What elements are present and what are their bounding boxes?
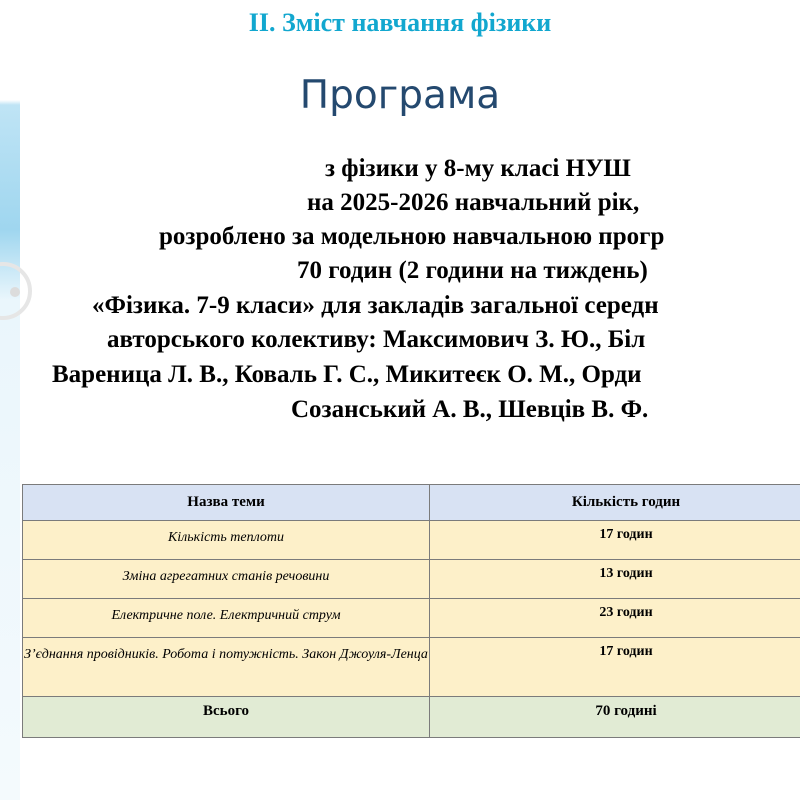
table-total-row [23, 697, 800, 738]
total-label: Всього [23, 697, 430, 738]
section-title: ІІ. Зміст навчання фізики [248, 8, 552, 37]
total-hours: 70 годині [430, 697, 800, 738]
table-row [23, 521, 800, 560]
hours-cell: 23 годин [430, 599, 800, 638]
program-title: Програма [299, 73, 501, 118]
table-row [23, 560, 800, 599]
description-line: з фізики у 8-му класі НУШ [325, 155, 631, 182]
table-row [23, 599, 800, 638]
table-row [23, 638, 800, 697]
topic-cell: З’єднання провідників. Робота і потужність. Закон Джоуля-Ленца [23, 638, 430, 697]
description-line: на 2025-2026 навчальний рік, [307, 189, 640, 216]
description-line: авторського колективу: Максимович З. Ю., Біл [107, 326, 646, 353]
description-line: «Фізика. 7-9 класи» для закладів загальної середн [92, 292, 659, 319]
column-header-topic: Назва теми [23, 485, 430, 521]
hours-cell: 17 годин [430, 521, 800, 560]
hours-cell: 17 годин [430, 638, 800, 697]
column-header-hours: Кількість годин [430, 485, 800, 521]
description-line: Вареница Л. В., Коваль Г. С., Микитеєк О. М., Орди [52, 361, 642, 388]
topic-cell: Кількість теплоти [23, 521, 430, 560]
description-line: Созанський А. В., Шевців В. Ф. [291, 396, 649, 423]
description-line: розроблено за модельною навчальною прогр [159, 223, 665, 250]
topics-table [22, 484, 800, 738]
hours-cell: 13 годин [430, 560, 800, 599]
description-line: 70 годин (2 години на тиждень) [297, 257, 648, 284]
topic-cell: Зміна агрегатних станів речовини [23, 560, 430, 599]
program-description [0, 152, 800, 482]
table-header-row [23, 485, 800, 521]
topic-cell: Електричне поле. Електричний струм [23, 599, 430, 638]
